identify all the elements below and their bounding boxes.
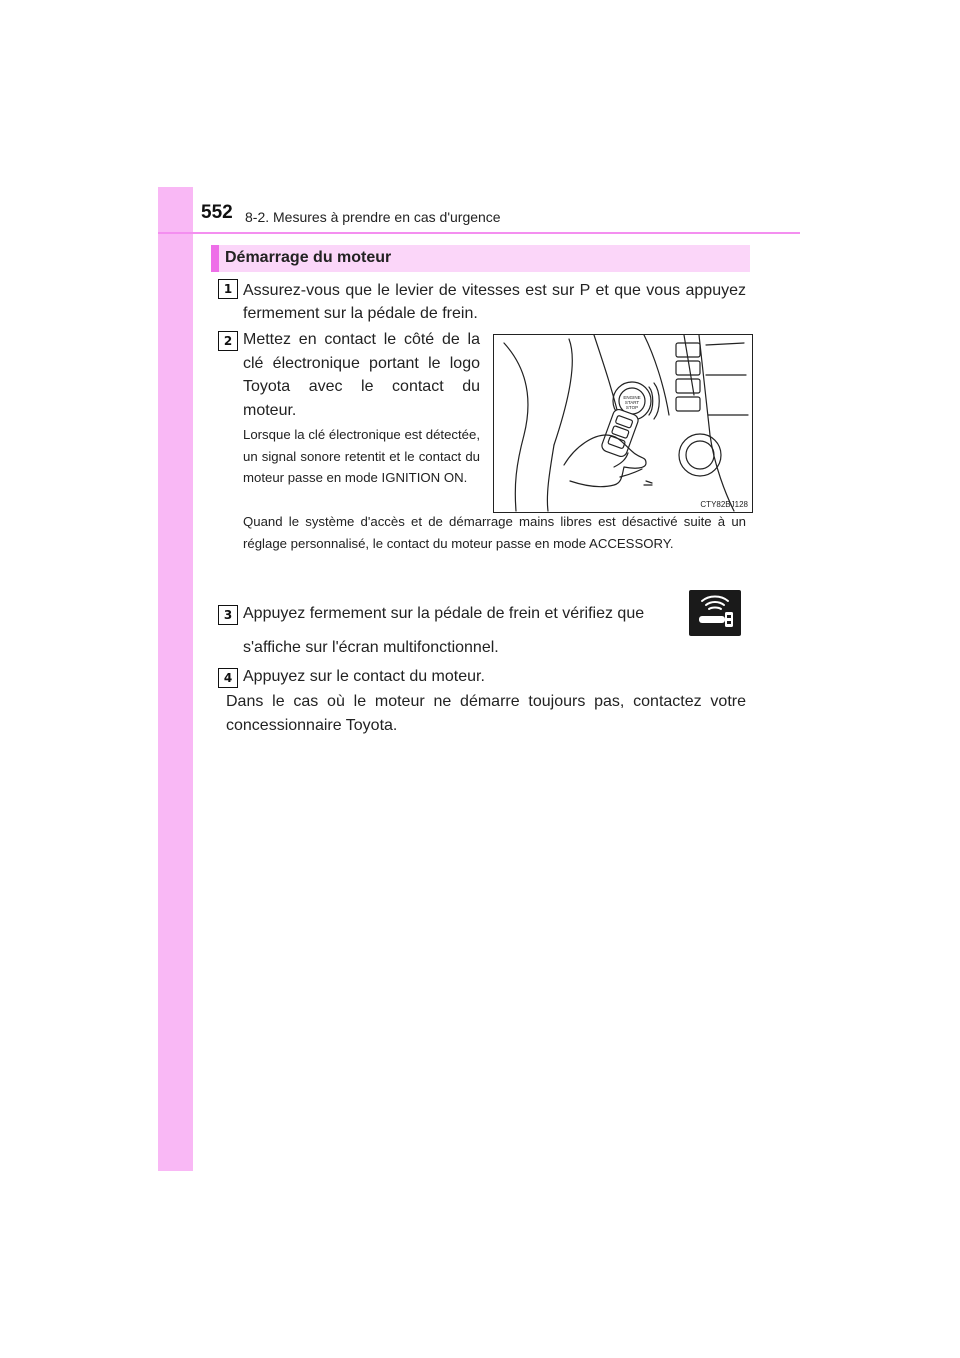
step-2-text: Mettez en contact le côté de la clé électronique portant le logo Toyota avec le contact du moteur. — [243, 331, 480, 419]
svg-text:STOP: STOP — [625, 405, 639, 410]
illustration-code: CTY82BJ128 — [700, 500, 748, 509]
key-to-start-button-illustration — [493, 334, 753, 513]
section-accent — [211, 245, 219, 272]
step-number-1: 1 — [218, 279, 238, 299]
section-heading — [211, 245, 750, 272]
side-color-band — [158, 187, 193, 1171]
step-1-text: Assurez-vous que le levier de vitesses est sur P et que vous appuyez fermement sur la pédale de frein. — [243, 282, 746, 322]
illustration-drawing — [494, 335, 752, 512]
step-3-text: Appuyez fermement sur la pédale de frein et vérifiez que — [243, 605, 645, 622]
step-2-note-ignition: Lorsque la clé électronique est détectée, un signal sonore retentit et le contact du moteur passe en mode IGNITION ON. — [243, 427, 480, 485]
svg-text:ENGINE: ENGINE — [623, 395, 641, 400]
step-number-3: 3 — [218, 605, 238, 625]
step-number-4: 4 — [218, 668, 238, 688]
smart-key-indicator-glyph — [689, 590, 741, 636]
smart-key-indicator-icon — [689, 590, 741, 636]
svg-text:START: START — [624, 400, 640, 405]
header-rule — [158, 232, 800, 234]
step-3-text-continued: s'affiche sur l'écran multifonctionnel. — [243, 639, 499, 656]
step-2-note-accessory: Quand le système d'accès et de démarrage mains libres est désactivé suite à un réglage personnalisé, le contact du moteur passe en mode ACCESSORY. — [243, 514, 746, 551]
step-4-text: Appuyez sur le contact du moteur. — [243, 668, 485, 685]
section-title: Démarrage du moteur — [225, 249, 392, 266]
chapter-title: 8-2. Mesures à prendre en cas d'urgence — [245, 209, 501, 225]
step-number-2: 2 — [218, 331, 238, 351]
closing-paragraph: Dans le cas où le moteur ne démarre toujours pas, contactez votre concessionnaire Toyota. — [226, 693, 746, 734]
page-number: 552 — [201, 202, 233, 223]
